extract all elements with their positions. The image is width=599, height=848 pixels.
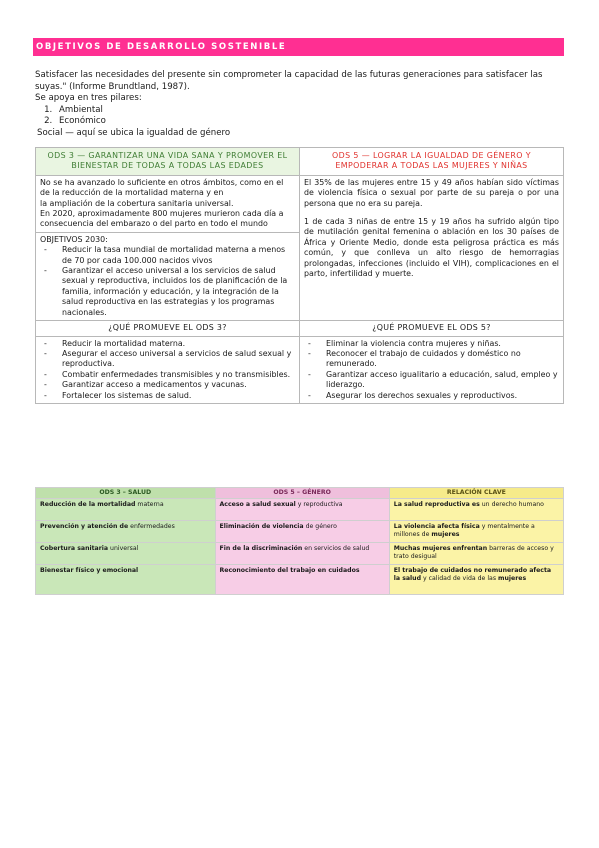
summary-cell: El trabajo de cuidados no remunerado afecta la salud y calidad de vida de las mujeres [389,565,563,595]
promueve-item: - Reconocer el trabajo de cuidados y doméstico no remunerado. [326,349,559,370]
page-title: OBJETIVOS DE DESARROLLO SOSTENIBLE [33,38,564,56]
summary-cell: Acceso a salud sexual y reproductiva [215,499,389,521]
summary-cell: Eliminación de violencia de género [215,521,389,543]
pillar-item: 1. Ambiental [55,105,565,117]
ods3-para-3: En 2020, aproximadamente 800 mujeres murieron cada día a consecuencia del embarazo o del parto en todo el mundo [40,209,284,229]
ods5-promueve-title: ¿QUÉ PROMUEVE EL ODS 5? [300,321,564,336]
summary-cell: Reducción de la mortalidad materna [36,499,216,521]
ods3-context-cell [36,175,300,232]
promueve-item: - Reducir la mortalidad materna. [62,339,295,349]
objective-item: - Reducir la tasa mundial de mortalidad materna a menos de 70 por cada 100.000 nacidos vivos [62,245,295,266]
intro-section [35,70,565,140]
social-pillar: Social — aquí se ubica la igualdad de género [37,127,231,138]
summary-header-relacion: RELACIÓN CLAVE [389,488,563,499]
summary-header-ods5: ODS 5 – GÉNERO [215,488,389,499]
ods5-para-2: 1 de cada 3 niñas de entre 15 y 19 años ha sufrido algún tipo de mutilación genital femenina o ablación en los 30 países de África y Oriente Medio, donde esta peligrosa práctica es más común, y que conlleva un alto riesgo de hemorragias prolongadas, infecciones (incluido el VIH), complicaciones en el parto, infertilidad y muerte. [304,217,559,279]
ods5-para-1: El 35% de las mujeres entre 15 y 49 años habían sido víctimas de violencia física o sexual por parte de su pareja o por una persona que no era su pareja. [304,177,559,208]
promueve-item: - Asegurar los derechos sexuales y reproductivos. [326,391,559,401]
ods3-promueve-title: ¿QUÉ PROMUEVE EL ODS 3? [36,321,300,336]
summary-cell: Bienestar físico y emocional [36,565,216,595]
summary-cell: La violencia afecta física y mentalmente a millones de mujeres [389,521,563,543]
promueve-item: - Eliminar la violencia contra mujeres y niñas. [326,339,559,349]
table-row [36,565,564,595]
promueve-item: - Combatir enfermedades transmisibles y no transmisibles. [62,370,295,380]
pillar-item: 2. Económico [55,116,565,128]
ods3-para-2: la ampliación de la cobertura sanitaria universal. [40,198,234,208]
table-row [36,499,564,521]
pillars-list [35,105,565,128]
objectives-label: OBJETIVOS 2030: [40,234,108,244]
definition-text: Satisfacer las necesidades del presente sin comprometer la capacidad de las futuras generaciones para satisfacer las suyas." (Informe Brundtland, 1987). [35,70,543,92]
ods-comparison-table [35,147,564,404]
objectives-list [40,245,295,318]
summary-table [35,487,564,595]
ods3-header: ODS 3 — GARANTIZAR UNA VIDA SANA Y PROMOVER EL BIENESTAR DE TODAS A TODAS LAS EDADES [36,148,300,176]
ods3-objectives-cell [36,232,300,320]
summary-cell: Fin de la discriminación en servicios de salud [215,543,389,565]
summary-cell: La salud reproductiva es un derecho humano [389,499,563,521]
table-row [36,521,564,543]
ods3-promueve-cell [36,336,300,403]
summary-cell: Reconocimiento del trabajo en cuidados [215,565,389,595]
pillars-intro: Se apoya en tres pilares: [35,93,142,104]
promueve-item: - Asegurar el acceso universal a servicios de salud sexual y reproductiva. [62,349,295,370]
table-row [36,543,564,565]
promueve-item: - Fortalecer los sistemas de salud. [62,391,295,401]
summary-header-ods3: ODS 3 – SALUD [36,488,216,499]
summary-cell: Prevención y atención de enfermedades [36,521,216,543]
ods3-promueve-list [40,339,295,401]
ods3-para-1: No se ha avanzado lo suficiente en otros ámbitos, como en el de la reducción de la mortalidad materna y en [40,177,284,198]
ods5-context-cell [300,175,564,320]
summary-cell: Cobertura sanitaria universal [36,543,216,565]
promueve-item: - Garantizar acceso igualitario a educación, salud, empleo y liderazgo. [326,370,559,391]
summary-cell: Muchas mujeres enfrentan barreras de acceso y trato desigual [389,543,563,565]
promueve-item: - Garantizar acceso a medicamentos y vacunas. [62,380,295,390]
ods5-promueve-list [304,339,559,401]
objective-item: - Garantizar el acceso universal a los servicios de salud sexual y reproductiva, incluidos los de planificación de la familia, información y educación, y la integración de la salud reproductiva en las estrategias y los programas nacionales. [62,266,295,318]
ods5-header: ODS 5 — LOGRAR LA IGUALDAD DE GÉNERO Y EMPODERAR A TODAS LAS MUJERES Y NIÑAS [300,148,564,176]
ods5-promueve-cell [300,336,564,403]
